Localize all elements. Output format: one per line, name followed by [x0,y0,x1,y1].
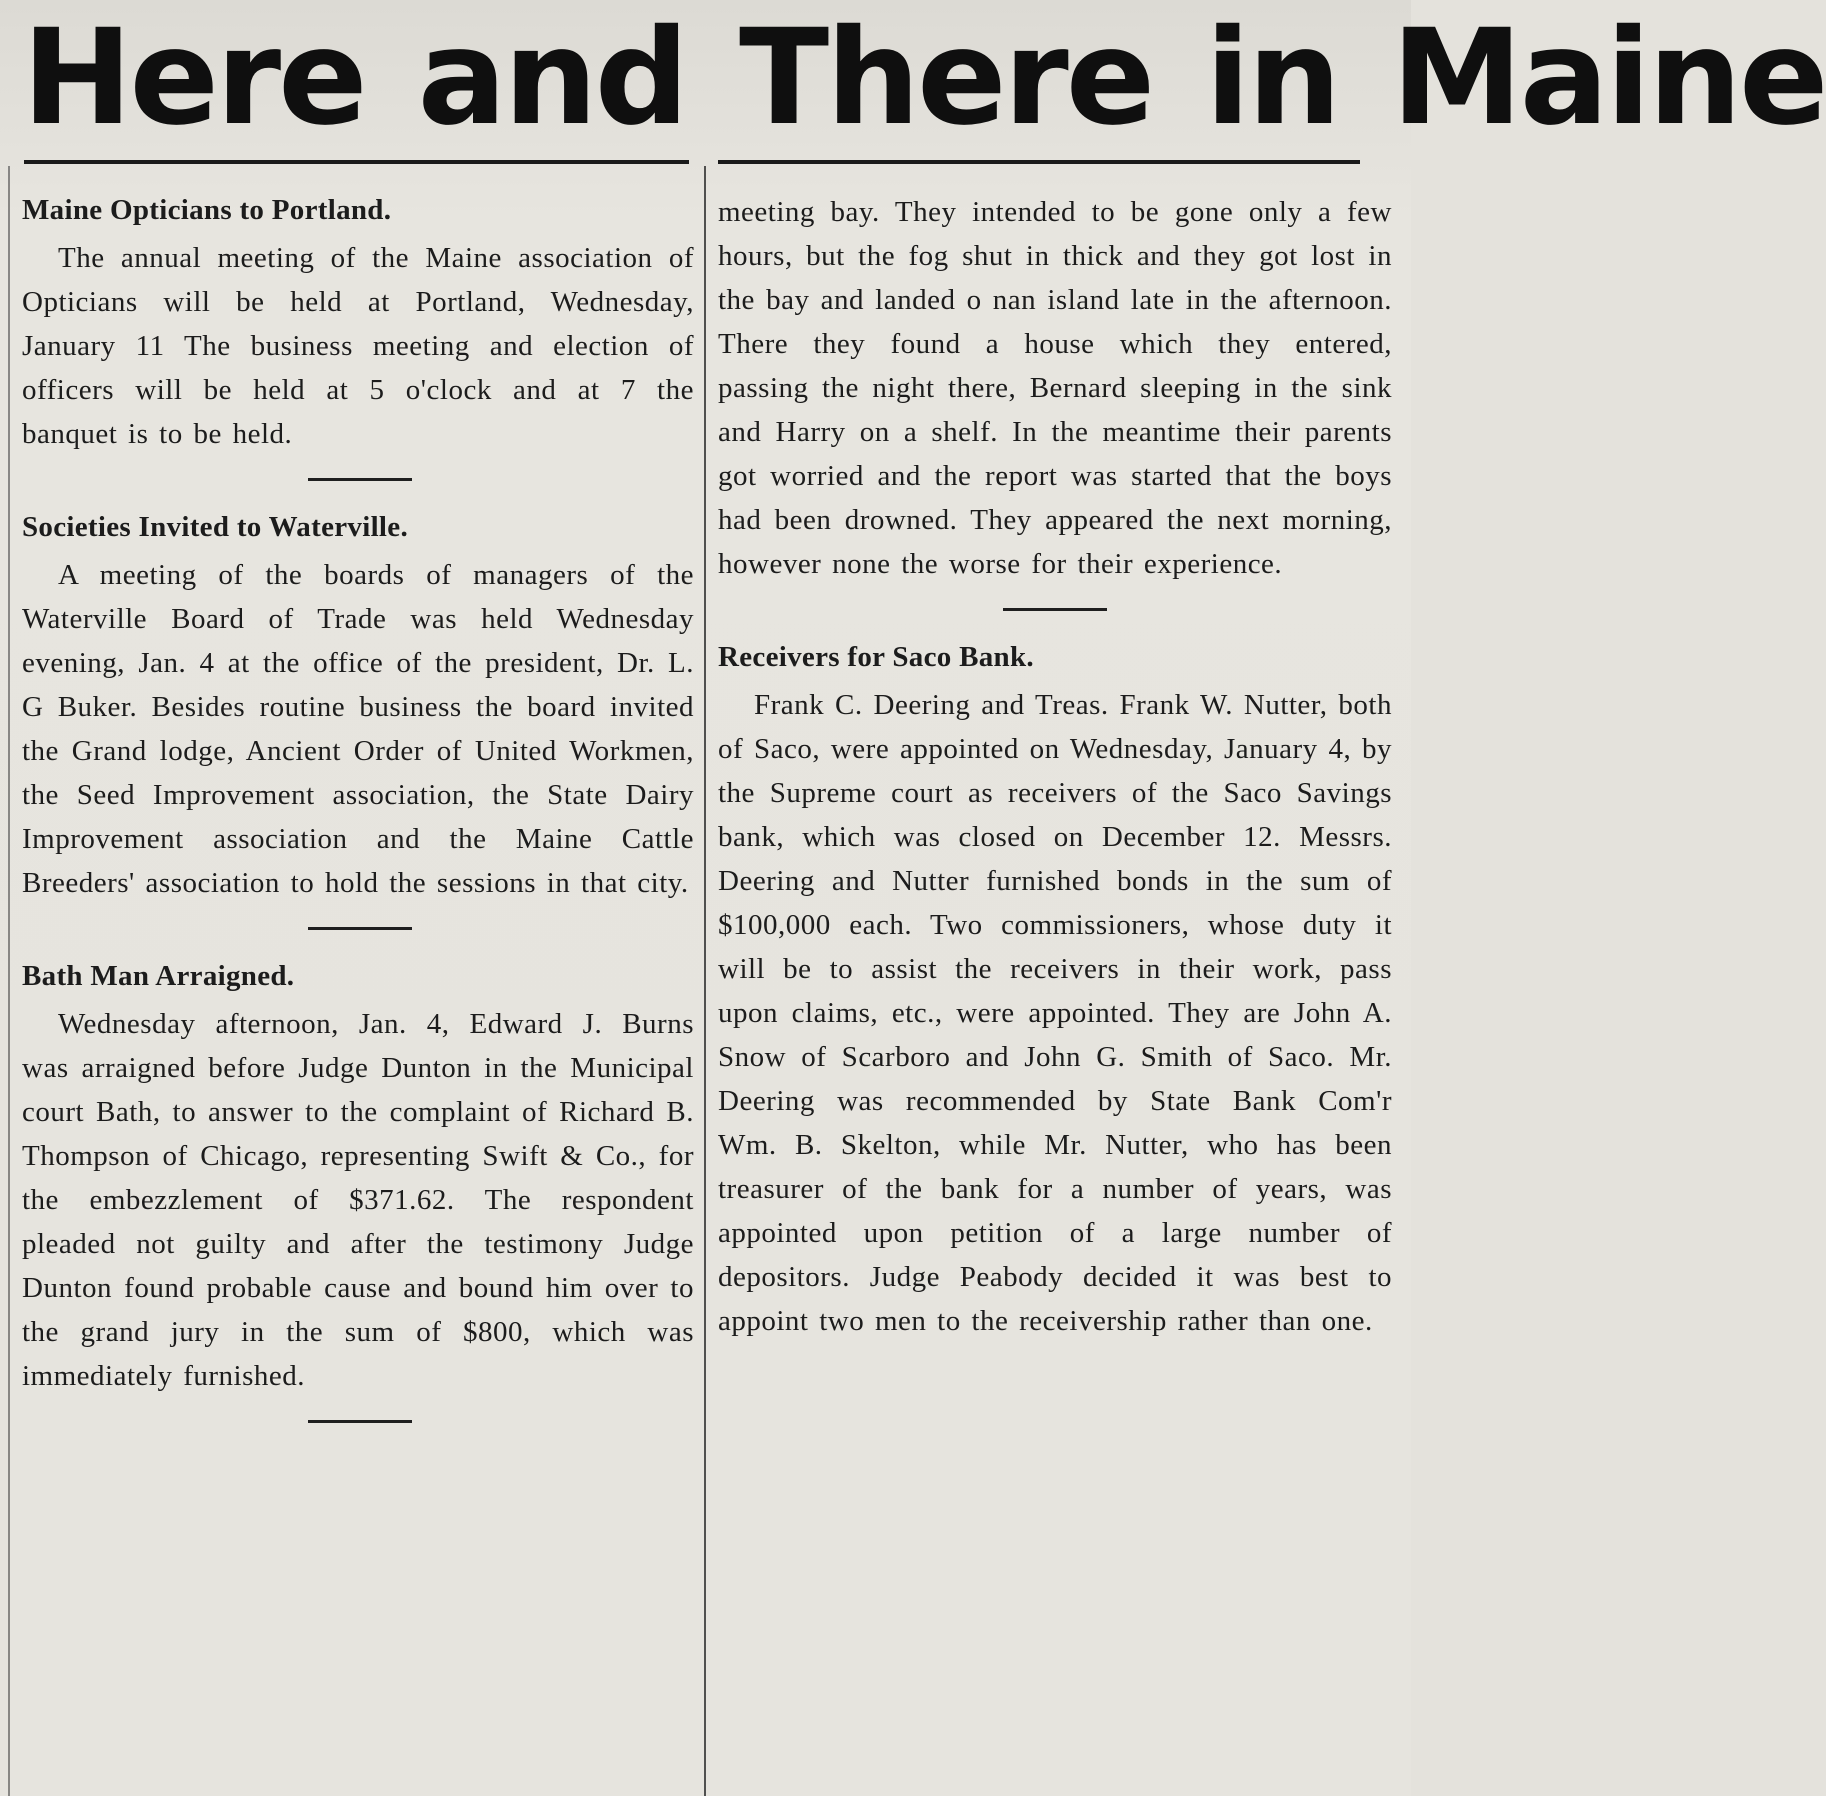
article-bath [22,956,694,1398]
article-title: Societies Invited to Waterville. [22,511,409,543]
article-separator [308,927,412,930]
article-saco [718,637,1392,1343]
article-continued [718,190,1392,586]
article-body: The annual meeting of the Maine association of Opticians will be held at Portland, Wednesday, January 11 The business meeting and election of officers will be held at 5 o'clock and at 7 the banquet is to be held. [22,242,694,450]
article-body: meeting bay. They intended to be gone only a few hours, but the fog shut in thick and they got lost in the bay and landed o nan island late in the afternoon. There they found a house which they entered, passing the night there, Bernard sleeping in the sink and Harry on a shelf. In the meantime their parents got worried and the report was started that the boys had been drowned. They appeared the next morning, however none the worse for their experience. [718,196,1392,580]
headline-rule-left [24,160,689,164]
article-title: Maine Opticians to Portland. [22,194,392,226]
page-headline: Here and There in Maine [22,1,1826,155]
article-body: Frank C. Deering and Treas. Frank W. Nutter, both of Saco, were appointed on Wednesday, January 4, by the Supreme court as receivers of the Saco Savings bank, which was closed on December 12. Messrs. Deering and Nutter furnished bonds in the sum of $100,000 each. Two commissioners, whose duty it will be to assist the receivers in their work, pass upon claims, etc., were appointed. They are John A. Snow of Scarboro and John G. Smith of Saco. Mr. Deering was recommended by State Bank Com'r Wm. B. Skelton, while Mr. Nutter, who has been treasurer of the bank for a number of years, was appointed upon petition of a large number of depositors. Judge Peabody decided it was best to appoint two men to the receivership rather than one. [718,689,1392,1337]
article-opticians [22,190,694,456]
article-title: Bath Man Arraigned. [22,960,295,992]
article-title: Receivers for Saco Bank. [718,641,1034,673]
page-edge-line [8,166,10,1796]
article-societies [22,507,694,905]
headline-rule-right [718,160,1360,164]
article-separator [1003,608,1107,611]
right-column [718,190,1392,1343]
article-body: Wednesday afternoon, Jan. 4, Edward J. Burns was arraigned before Judge Dunton in the Municipal court Bath, to answer to the complaint of Richard B. Thompson of Chicago, representing Swift & Co., for the embezzlement of $371.62. The respondent pleaded not guilty and after the testimony Judge Dunton found probable cause and bound him over to the grand jury in the sum of $800, which was immediately furnished. [22,1008,694,1392]
article-separator [308,1420,412,1423]
left-column [22,190,694,1449]
article-separator [308,478,412,481]
article-body: A meeting of the boards of managers of the Waterville Board of Trade was held Wednesday evening, Jan. 4 at the office of the president, Dr. L. G Buker. Besides routine business the board invited the Grand lodge, Ancient Order of United Workmen, the Seed Improvement association, the State Dairy Improvement association and the Maine Cattle Breeders' association to hold the sessions in that city. [22,559,694,899]
column-divider [704,166,706,1796]
